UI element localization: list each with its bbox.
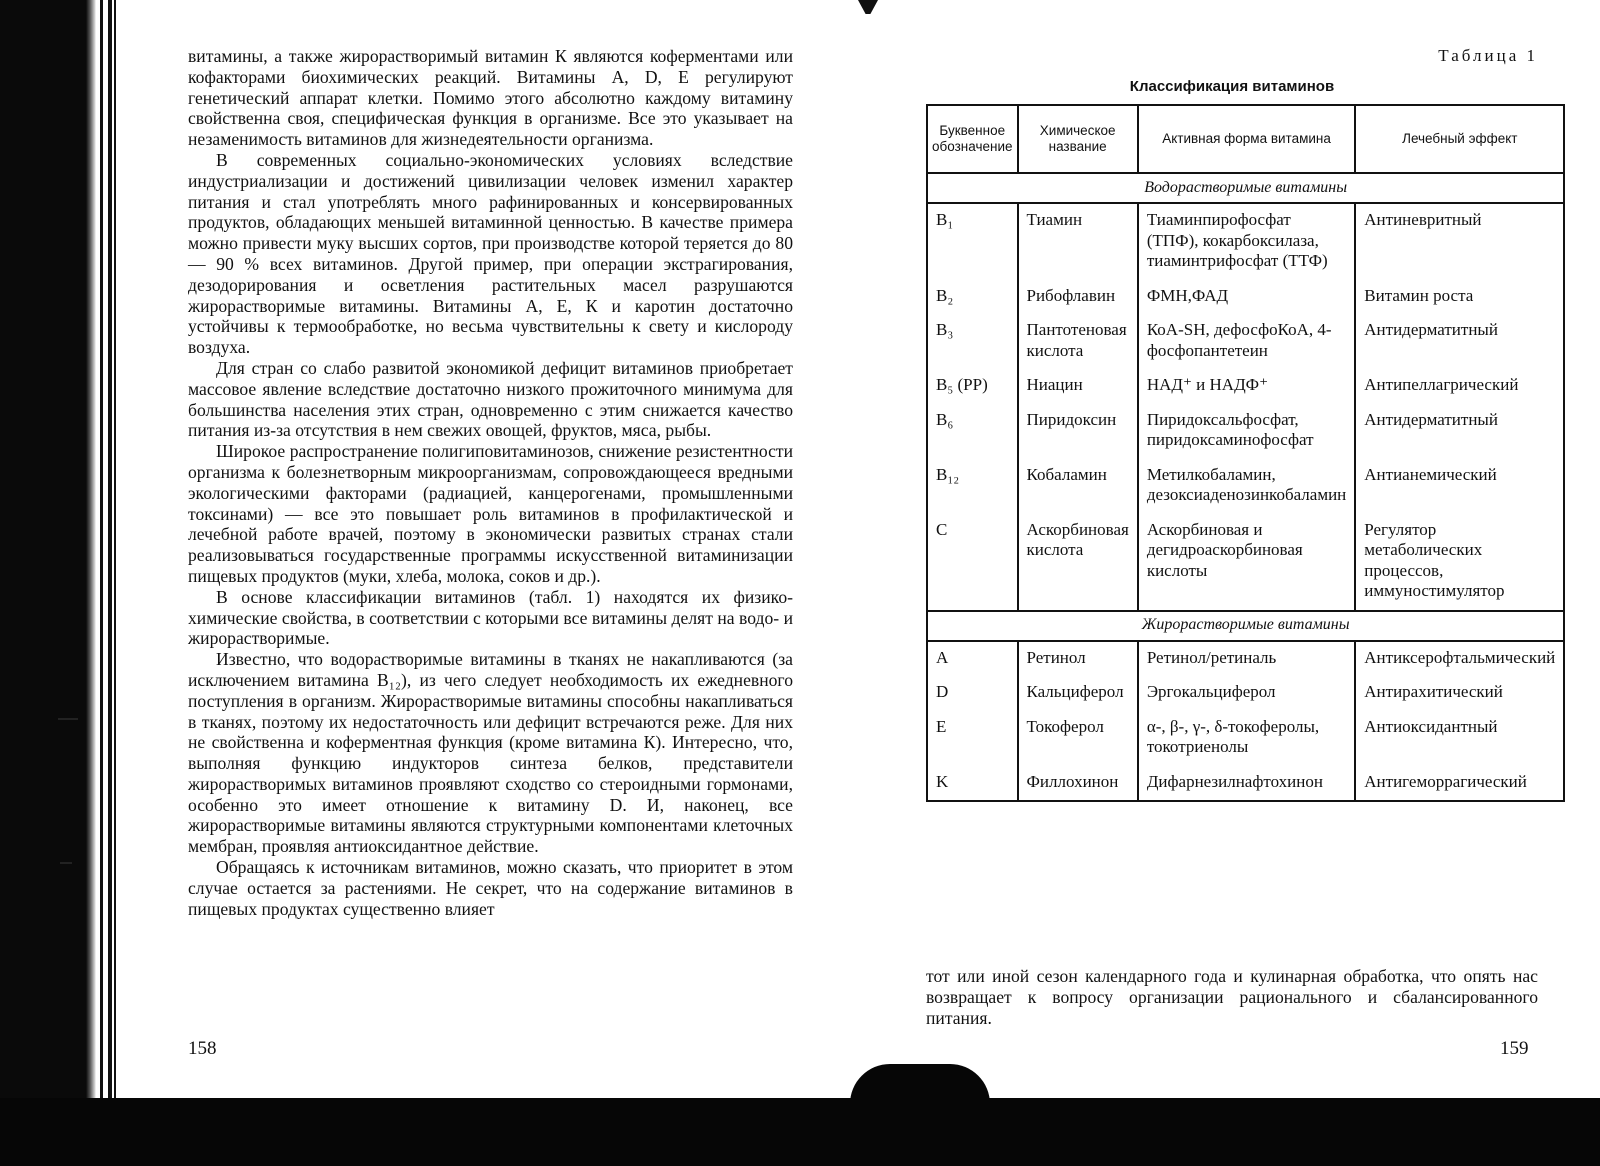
cell-effect: Антиоксидантный <box>1355 711 1564 766</box>
cell-letter: A <box>927 641 1018 677</box>
cell-active-form: Ретинол/ретиналь <box>1138 641 1355 677</box>
cell-chemical-name: Пиридоксин <box>1018 404 1138 459</box>
paragraph: Обращаясь к источникам витаминов, можно сказать, что приоритет в этом случае остается за растениями. Не секрет, что на содержание витаминов в пищевых продуктах существенно влияет <box>188 857 793 919</box>
cell-chemical-name: Токоферол <box>1018 711 1138 766</box>
cell-chemical-name: Аскорбиновая кислота <box>1018 514 1138 611</box>
cell-effect: Витамин роста <box>1355 280 1564 315</box>
table-row <box>927 459 1564 514</box>
page-number-left: 158 <box>188 1038 217 1059</box>
cell-letter: C <box>927 514 1018 611</box>
cell-letter: B₅ (PP) <box>927 369 1018 404</box>
cell-chemical-name: Тиамин <box>1018 203 1138 280</box>
page-number-right: 159 <box>1500 1038 1529 1059</box>
table-row <box>927 711 1564 766</box>
paragraph: Для стран со слабо развитой экономикой дефицит витаминов приобретает массовое явление вследствие достаточно низкого прожиточного минимума для большинства населения этих стран, одновременно с этим снижается качество питания из-за отсутствия в нем свежих овощей, фруктов, мяса, рыбы. <box>188 357 793 441</box>
binding-stripe <box>100 0 103 1110</box>
bottom-scan-edge <box>0 1098 1600 1166</box>
table-header-row <box>927 105 1564 173</box>
vitamin-table <box>926 104 1565 802</box>
binding-stripe <box>108 0 112 1110</box>
binding-stripe <box>114 0 116 1110</box>
cell-active-form: Пиридоксальфосфат, пиридоксаминофосфат <box>1138 404 1355 459</box>
col-header-effect: Лечебный эффект <box>1355 105 1564 173</box>
table-row <box>927 203 1564 280</box>
cell-letter: E <box>927 711 1018 766</box>
cell-letter: B₁₂ <box>927 459 1018 514</box>
cell-letter: B₁ <box>927 203 1018 280</box>
cell-letter: B₆ <box>927 404 1018 459</box>
cell-chemical-name: Рибофлавин <box>1018 280 1138 315</box>
cell-chemical-name: Ниацин <box>1018 369 1138 404</box>
cell-effect: Антигеморрагический <box>1355 766 1564 802</box>
cell-effect: Регулятор метаболических процессов, иммуностимулятор <box>1355 514 1564 611</box>
paragraph: Известно, что водорастворимые витамины в тканях не накапливаются (за исключением витамина B₁₂), из чего следует необходимость их ежедневного поступления в организм. Жирорастворимые витамины способны накапливаться в тканях, поэтому их недостаточность или дефицит встречаются реже. Для них не свойственна и коферментная функция (кроме витамина К). Интересно, что, выполняя функцию индукторов синтеза белков, представители жирорастворимых витаминов проявляют сходство со стероидными гормонами, особенно это имеет отношение к витамину D. И, наконец, все жирорастворимые витамины являются структурными компонентами клеточных мембран, проявляя антиоксидантное действие. <box>188 649 793 857</box>
gutter-mark <box>858 0 878 14</box>
cell-active-form: НАД⁺ и НАДФ⁺ <box>1138 369 1355 404</box>
table-row <box>927 314 1564 369</box>
cell-chemical-name: Кобаламин <box>1018 459 1138 514</box>
cell-active-form: Дифарнезилнафтохинон <box>1138 766 1355 802</box>
cell-chemical-name: Кальциферол <box>1018 676 1138 711</box>
table-title: Классификация витаминов <box>1129 78 1335 95</box>
cell-effect: Антипеллагрический <box>1355 369 1564 404</box>
paragraph: тот или иной сезон календарного года и кулинарная обработка, что опять нас возвращает к вопросу организации рационального и сбалансированного питания. <box>926 966 1538 1028</box>
left-page <box>188 46 793 919</box>
cell-effect: Антирахитический <box>1355 676 1564 711</box>
cell-chemical-name: Ретинол <box>1018 641 1138 677</box>
section-row <box>927 173 1564 203</box>
table-row <box>927 514 1564 611</box>
cell-active-form: ФМН,ФАД <box>1138 280 1355 315</box>
margin-tick <box>60 862 72 864</box>
table-row <box>927 676 1564 711</box>
paragraph: витамины, а также жирорастворимый витамин К являются коферментами или кофакторами биохимических реакций. Витамины A, D, E регулируют генетический аппарат клетки. Помимо этого абсолютно каждому витамину свойственна своя, специфическая функция в организме. Все это указывает на незаменимость витаминов для жизнедеятельности организма. <box>188 46 793 150</box>
paragraph: Широкое распространение полигиповитаминозов, снижение резистентности организма к болезнетворным микроорганизмам, сопровождающееся вредными экологическими факторами (радиацией, канцерогенами, промышленными токсинами) — все это повышает роль витаминов в профилактической и лечебной работе врачей, поэтому в экономически развитых странах стали реализовываться государственные программы искусственной витаминизации пищевых продуктов (муки, хлеба, молока, соков и др.). <box>188 441 793 586</box>
cell-effect: Антианемический <box>1355 459 1564 514</box>
table-row <box>927 369 1564 404</box>
cell-letter: K <box>927 766 1018 802</box>
col-header-active-form: Активная форма витамина <box>1138 105 1355 173</box>
cell-effect: Антидерматитный <box>1355 404 1564 459</box>
table-row <box>927 280 1564 315</box>
cell-letter: B₂ <box>927 280 1018 315</box>
table-row <box>927 766 1564 802</box>
section-row <box>927 611 1564 641</box>
paragraph: В основе классификации витаминов (табл. 1) находятся их физико-химические свойства, в соответствии с которыми все витамины делят на водо- и жирорастворимые. <box>188 586 793 649</box>
margin-tick <box>58 718 78 720</box>
cell-letter: D <box>927 676 1018 711</box>
cell-active-form: α-, β-, γ-, δ-токоферолы, токотриенолы <box>1138 711 1355 766</box>
paragraph: В современных социально-экономических условиях вследствие индустриализации и достижений цивилизации человек изменил характер питания и стал употреблять много рафинированных и консервированных продуктов, обладающих меньшей витаминной ценностью. В качестве примера можно привести муку высших сортов, при производстве которой теряется до 80 — 90 % всех витаминов. Другой пример, при операции экстрагирования, дезодорирования и осветления растительных масел разрушаются жирорастворимые витамины. Витамины А, Е, К и каротин достаточно устойчивы к термообработке, но весьма чувствительны к свету и кислороду воздуха. <box>188 149 793 358</box>
table-label: Таблица 1 <box>1438 46 1538 65</box>
cell-active-form: Эргокальциферол <box>1138 676 1355 711</box>
continuation-text <box>926 966 1538 1028</box>
cell-active-form: Метилкобаламин, дезоксиаденозинкобаламин <box>1138 459 1355 514</box>
cell-active-form: Тиаминпирофосфат (ТПФ), кокарбоксилаза, тиаминтрифосфат (ТТФ) <box>1138 203 1355 280</box>
table-row <box>927 404 1564 459</box>
col-header-letter: Буквенное обозначение <box>927 105 1018 173</box>
cell-chemical-name: Пантотеновая кислота <box>1018 314 1138 369</box>
cell-letter: B₃ <box>927 314 1018 369</box>
cell-active-form: Аскорбиновая и дегидроаскорбиновая кислоты <box>1138 514 1355 611</box>
cell-effect: Антидерматитный <box>1355 314 1564 369</box>
section-title: Жирорастворимые витамины <box>927 611 1564 641</box>
cell-active-form: КоА-SH, дефосфоКоА, 4-фосфопантетеин <box>1138 314 1355 369</box>
cell-chemical-name: Филлохинон <box>1018 766 1138 802</box>
col-header-chemical-name: Химическое название <box>1018 105 1138 173</box>
table-row <box>927 641 1564 677</box>
cell-effect: Антиневритный <box>1355 203 1564 280</box>
book-binding-shadow <box>0 0 96 1166</box>
cell-effect: Антиксерофтальмический <box>1355 641 1564 677</box>
section-title: Водорастворимые витамины <box>927 173 1564 203</box>
